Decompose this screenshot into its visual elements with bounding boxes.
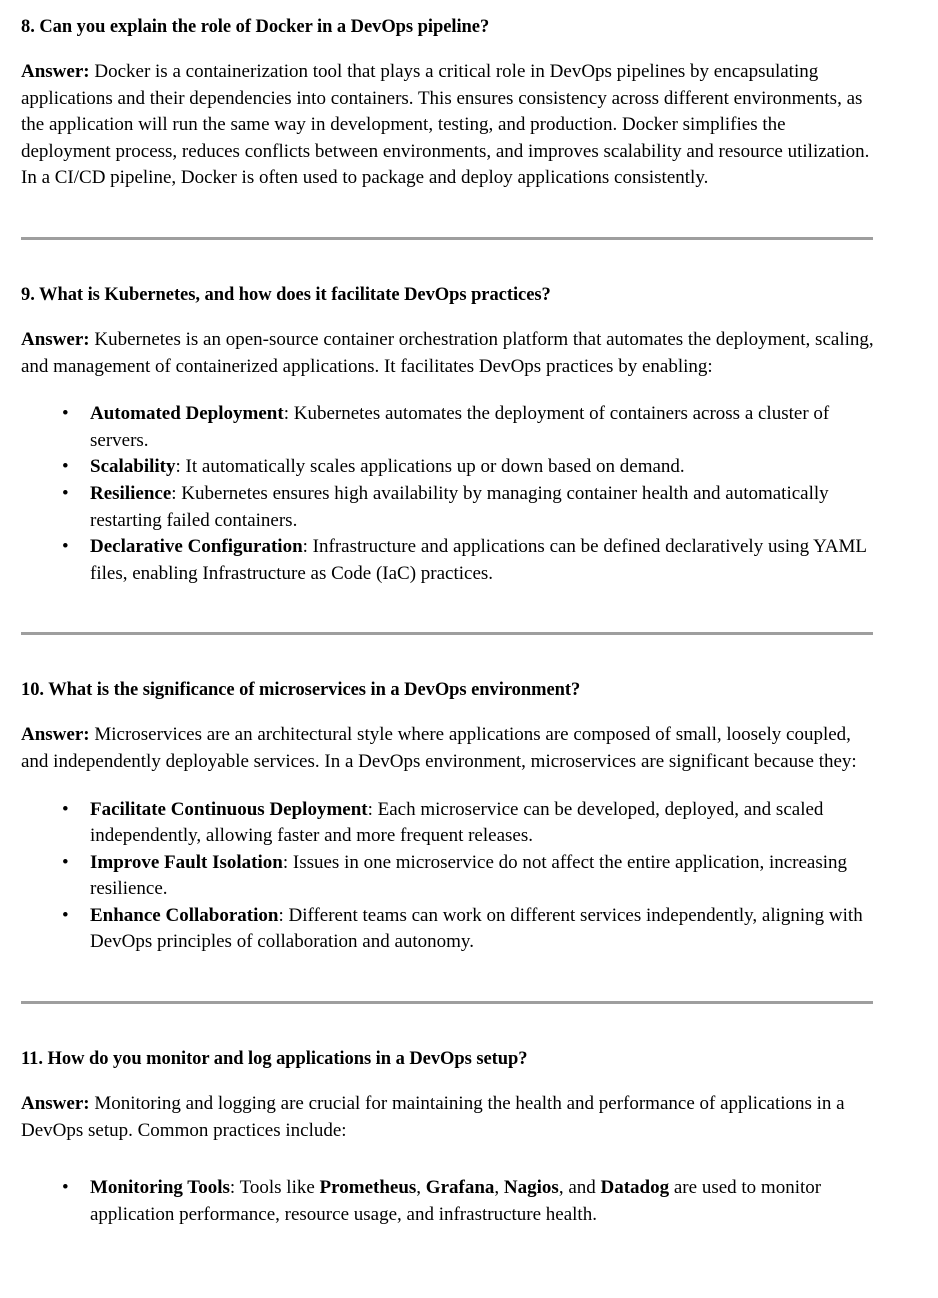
list-item-term: Declarative Configuration — [90, 536, 303, 558]
answer-paragraph-9 — [21, 327, 875, 380]
answer-body: Kubernetes is an open-source container orchestration platform that automates the deployment, scaling, and management of containerized applications. It facilitates DevOps practices by enabling: — [21, 328, 874, 377]
answer-paragraph-8 — [21, 59, 875, 192]
bullet-icon: • — [62, 536, 69, 558]
bullet-icon: • — [62, 798, 69, 820]
bullet-icon: • — [62, 482, 69, 504]
bullet-icon: • — [62, 1177, 69, 1199]
answer-label: Answer: — [21, 1093, 90, 1115]
list-item-term: Resilience — [90, 482, 172, 504]
list-item — [21, 1175, 875, 1228]
list-item — [21, 454, 875, 481]
tool-name-prometheus: Prometheus — [319, 1177, 417, 1199]
separator: , and — [558, 1177, 601, 1199]
list-item-text: : Infrastructure and applications can be defined declaratively using YAML files, enabling Infrastructure as Code (IaC) practices. — [90, 536, 867, 584]
answer-label: Answer: — [21, 724, 90, 746]
answer-body: Docker is a containerization tool that plays a critical role in DevOps pipelines by encapsulating applications and their dependencies into containers. This ensures consistency across different environments, as the application will run the same way in development, testing, and production. Docker simplifies the deployment process, reduces conflicts between environments, and improves scalability and resource utilization. In a CI/CD pipeline, Docker is often used to package and deploy applications consistently. — [21, 61, 870, 189]
qa-section-9 — [21, 282, 875, 587]
bullet-icon: • — [62, 403, 69, 425]
separator: , — [416, 1177, 426, 1199]
list-item-text: : Kubernetes automates the deployment of containers across a cluster of servers. — [90, 403, 830, 451]
question-heading-8: 8. Can you explain the role of Docker in a DevOps pipeline? — [21, 17, 490, 37]
bullet-list-10 — [21, 797, 875, 957]
answer-body: Microservices are an architectural style where applications are composed of small, loosely coupled, and independently deployable services. In a DevOps environment, microservices are significant because they: — [21, 724, 857, 772]
answer-label: Answer: — [21, 328, 90, 350]
list-item-text-before: : Tools like — [229, 1177, 320, 1199]
list-item-text: : Different teams can work on different services independently, aligning with DevOps principles of collaboration and autonomy. — [90, 904, 863, 953]
qa-section-11 — [21, 1046, 875, 1228]
spacer — [21, 587, 875, 632]
list-item-text: : It automatically scales applications up or down based on demand. — [175, 456, 685, 478]
spacer — [21, 192, 875, 237]
question-heading-11: 11. How do you monitor and log applications in a DevOps setup? — [21, 1049, 528, 1070]
tool-name-datadog: Datadog — [600, 1177, 670, 1199]
list-item-term: Monitoring Tools — [90, 1177, 230, 1199]
answer-label: Answer: — [21, 61, 90, 82]
list-item-term: Facilitate Continuous Deployment — [90, 798, 368, 820]
qa-section-10 — [21, 677, 875, 956]
list-item-text: : Each microservice can be developed, deployed, and scaled independently, allowing faster and more frequent releases. — [90, 798, 824, 847]
tool-name-grafana: Grafana — [425, 1177, 495, 1199]
list-item — [21, 850, 875, 903]
list-item-text: : Issues in one microservice do not affect the entire application, increasing resilience. — [90, 851, 848, 900]
list-item-term: Enhance Collaboration — [90, 904, 279, 926]
answer-body: Monitoring and logging are crucial for maintaining the health and performance of applications in a DevOps setup. Common practices include: — [21, 1093, 845, 1141]
list-item — [21, 903, 875, 956]
bullet-list-9 — [21, 401, 875, 587]
qa-section-8 — [21, 14, 875, 192]
list-item — [21, 797, 875, 850]
question-heading-10: 10. What is the significance of microservices in a DevOps environment? — [21, 680, 581, 701]
spacer — [21, 240, 875, 282]
spacer — [21, 635, 875, 677]
list-item — [21, 481, 875, 534]
question-heading-9: 9. What is Kubernetes, and how does it facilitate DevOps practices? — [21, 284, 551, 305]
list-item — [21, 534, 875, 587]
spacer — [21, 956, 875, 1001]
answer-paragraph-10 — [21, 722, 875, 775]
bullet-icon: • — [62, 851, 69, 873]
list-item-text: : Kubernetes ensures high availability by managing container health and automatically restarting failed containers. — [90, 482, 829, 531]
list-item-text-after: are used to monitor application performance, resource usage, and infrastructure health. — [90, 1177, 822, 1225]
bullet-icon: • — [62, 456, 69, 478]
answer-paragraph-11 — [21, 1091, 875, 1144]
bullet-list-11 — [21, 1175, 875, 1228]
list-item-term: Automated Deployment — [90, 403, 284, 425]
list-item-term: Scalability — [90, 456, 176, 478]
separator: , — [494, 1177, 504, 1199]
tool-name-nagios: Nagios — [503, 1177, 559, 1199]
spacer — [21, 1004, 875, 1046]
list-item-term: Improve Fault Isolation — [90, 851, 283, 873]
list-item — [21, 401, 875, 454]
bullet-icon: • — [62, 904, 69, 926]
